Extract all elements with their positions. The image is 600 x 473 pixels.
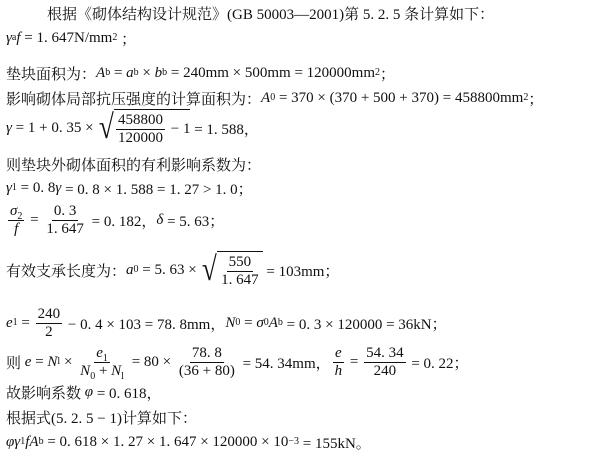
text: = 5. 63； — [163, 213, 225, 230]
fraction — [364, 345, 406, 380]
fraction — [177, 345, 237, 380]
text: N — [47, 353, 58, 370]
text: A — [96, 64, 106, 81]
line-pad-area: 垫块面积为： A b = a b × b b = 240mm × 500mm = 120000mm 2 ； — [6, 64, 396, 83]
fraction — [333, 345, 345, 380]
text: = 54. 34mm， — [238, 355, 331, 372]
fraction — [219, 254, 261, 289]
text: = 370 × (370 + 500 + 370) = 458800mm — [275, 89, 524, 106]
text: = — [240, 314, 257, 331]
denominator: f — [14, 220, 19, 237]
line-calc-area: 影响砌体局部抗压强度的计算面积为： A 0 = 370 × (370 + 500 + 370) = 458800mm 2 ； — [6, 89, 544, 108]
text: = 0. 22； — [407, 355, 469, 372]
numerator: 458800 — [117, 112, 163, 128]
text: = 80 × — [127, 353, 175, 370]
text: e — [96, 344, 103, 361]
text: f — [25, 433, 30, 450]
denominator: 120000 — [117, 130, 163, 146]
text: N — [111, 362, 122, 379]
fraction — [44, 203, 86, 238]
text: × — [60, 353, 77, 370]
radical-sign: √ — [202, 251, 218, 288]
text: N — [225, 314, 236, 331]
line-eccentricity: 则 e = N l × $\frac{e_1}{N_0 + N_l}$ = 80 × $\frac{78. 8}{(36 + 80)}$ = 54. 34mm， $\frac{e}{h}$ = $\frac{54. 34}{240}$ = 0. 22； — [6, 344, 469, 382]
text: A — [29, 433, 39, 450]
text: e — [24, 353, 32, 370]
line-e1-n0: e 1 = $\frac{240}{2}$ − 0. 4 × 103 = 78. 8mm， N 0 = σ 0 A b = 0. 3 × 120000 = 36kN； — [6, 305, 447, 340]
text: = — [346, 353, 363, 370]
denominator — [78, 363, 126, 380]
text: × — [138, 64, 155, 81]
text: ； — [528, 91, 544, 108]
text: σ — [256, 314, 264, 331]
text: 0 — [90, 370, 96, 382]
text: = 155kN。 — [299, 435, 371, 452]
line-capacity: φγ 1 f A b = 0. 618 × 1. 27 × 1. 647 × 120000 × 10 −3 = 155kN。 — [6, 433, 371, 452]
text: = — [26, 211, 43, 228]
text: 则垫块外砌体面积的有利影响系数为： — [6, 157, 262, 174]
text: = 0. 182， — [87, 213, 157, 230]
text: = 0. 618， — [93, 385, 162, 402]
text: γ — [6, 119, 12, 136]
line-favor-coef — [6, 153, 261, 175]
text: φγ — [6, 433, 21, 450]
text: A — [261, 89, 271, 106]
text: = 1. 588， — [190, 121, 259, 138]
text: + — [95, 362, 112, 379]
text: a — [126, 64, 134, 81]
text: = 1. 647N/mm — [20, 29, 113, 46]
text: 2 — [17, 210, 23, 222]
line-formula-ref — [6, 406, 197, 428]
numerator: 54. 34 — [366, 344, 404, 361]
denominator: 1. 647 — [221, 272, 259, 288]
text: 垫块面积为： — [6, 66, 97, 83]
text: γ — [6, 179, 12, 196]
text: γ — [55, 179, 62, 196]
text: − 1 — [166, 121, 191, 137]
text: l — [121, 370, 124, 382]
text: = 103mm； — [262, 263, 340, 280]
text: = 0. 618 × 1. 27 × 1. 647 × 120000 × 10 — [43, 433, 289, 450]
fraction — [78, 345, 126, 380]
text: 影响砌体局部抗压强度的计算面积为： — [6, 91, 262, 108]
text: − 0. 4 × 103 = 78. 8mm， — [64, 316, 226, 333]
denominator: 2 — [45, 323, 53, 340]
text: 故影响系数 — [6, 385, 85, 402]
text: A — [268, 314, 278, 331]
text: φ — [84, 383, 94, 400]
text: = 0. 8 × 1. 588 = 1. 27 > 1. 0； — [61, 181, 253, 198]
line-intro — [47, 2, 494, 24]
text: e — [6, 314, 13, 331]
fraction — [36, 306, 63, 341]
text: σ — [10, 202, 18, 219]
text: 有效支承长度为： — [6, 263, 127, 280]
line-gamma-a-f: γ a f = 1. 647N/mm 2 ； — [6, 29, 137, 48]
numerator — [8, 203, 24, 221]
text: N — [80, 362, 91, 379]
text: = — [110, 64, 127, 81]
text: 则 — [6, 355, 25, 372]
denominator: (36 + 80) — [178, 362, 235, 379]
text: = — [17, 314, 34, 331]
sqrt — [97, 109, 190, 147]
text: = 240mm × 500mm = 120000mm — [167, 64, 376, 81]
text: δ — [156, 211, 164, 228]
text: = 5. 63 × — [138, 261, 201, 278]
fraction — [8, 203, 24, 238]
numerator: 240 — [37, 305, 61, 322]
fraction — [116, 112, 165, 147]
line-sigma-ratio — [6, 202, 225, 237]
text: = — [31, 353, 48, 370]
text: a — [126, 261, 134, 278]
numerator — [94, 345, 110, 363]
numerator: e — [335, 344, 342, 361]
line-phi — [6, 381, 162, 403]
text: ； — [117, 31, 137, 48]
text: = 1 + 0. 35 × — [11, 119, 98, 136]
denominator: 240 — [373, 362, 397, 379]
numerator: 0. 3 — [53, 202, 77, 219]
sqrt — [200, 251, 262, 289]
text: = 0. 8 — [16, 179, 56, 196]
text: 1 — [102, 352, 108, 364]
text: f — [16, 29, 21, 46]
text: = 0. 3 × 120000 = 36kN； — [282, 316, 447, 333]
text: γ — [6, 29, 12, 46]
text: b — [154, 64, 163, 81]
text: 根据《砌体结构设计规范》(GB 50003—2001)第 5. 2. 5 条计算如下： — [47, 6, 495, 23]
text: ； — [380, 66, 396, 83]
denominator: h — [334, 362, 343, 379]
numerator: 78. 8 — [191, 344, 222, 361]
numerator: 550 — [228, 254, 252, 270]
line-gamma1: γ 1 = 0. 8 γ = 0. 8 × 1. 588 = 1. 27 > 1. 0； — [6, 179, 253, 198]
radical-sign: √ — [99, 109, 115, 146]
line-bearing-length: 有效支承长度为： a 0 = 5. 63 × √ $\frac{550}{1. 647}$ = 103mm； — [6, 251, 340, 288]
line-gamma — [6, 109, 259, 146]
denominator: 1. 647 — [46, 220, 84, 237]
text: 根据式(5. 2. 5 − 1)计算如下： — [6, 410, 197, 427]
